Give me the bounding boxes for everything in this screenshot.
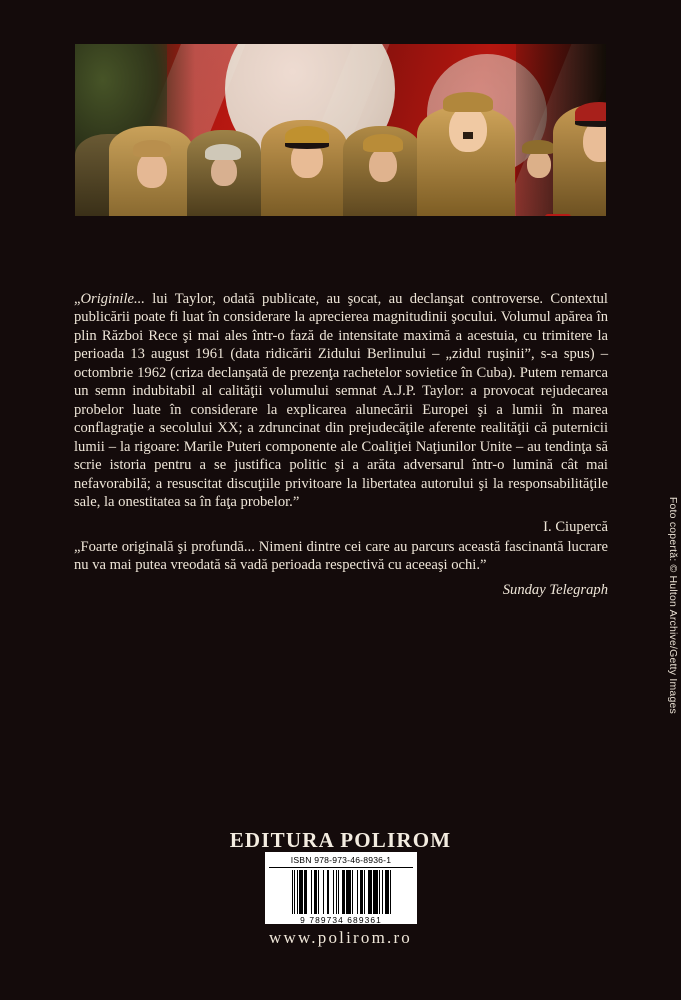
photo-credit: Foto copertă: © Hulton Archive/Getty Images — [667, 496, 679, 714]
review-quote-secondary-text: „Foarte originală şi profundă... Nimeni dintre cei care au parcurs această fascinantă lucrare nu va mai putea vreodată să vadă perioada respectivă cu aceeaşi ochi.” — [74, 539, 608, 574]
barcode-digits: 9 789734 689361 — [300, 915, 382, 925]
barcode-bars — [269, 870, 413, 914]
photo-crowd-figures — [75, 44, 606, 216]
review-quote-secondary — [74, 538, 608, 599]
isbn-barcode — [265, 852, 417, 924]
publisher-website: www.polirom.ro — [268, 928, 413, 947]
review-quote-primary-attribution: I. Ciupercă — [543, 519, 608, 536]
review-quote-primary-text: „Originile... lui Taylor, odată publicate, au şocat, au declanşat controverse. Contextul publicării poate fi luat în considerare la aprecierea magnitudinii şocului. Volumul apărea în plin Război Rece şi mai ales într-o fază de intensitate maximă a acestuia, cu trimitere la perioada 13 august 1961 (data ridicării Zidului Berlinului – „zidul ruşinii”, s-a spus) – octombrie 1962 (criza declanşată de prezenţa rachetelor sovietice în Cuba). Putem remarca un semn indubitabil al calităţii volumului semnat A.J.P. Taylor: a provocat rejudecarea probelor luate în considerare la explicarea alunecării Europei şi a lumii în marea conflagraţie a secolului XX; a zdruncinat din prejudecăţile aferente realităţii că puternicii lumii – la rigoare: Marile Puteri componente ale Coaliţiei Naţiunilor Unite – au tendinţa să scrie istoria pentru a se justifica politic şi a arăta adversarul într-o lumină cât mai nefavorabilă; a resuscitat discuţiile privitoare la libertatea autorului şi la responsabilităţile sale, la onestitatea sa în faţa probelor.” — [74, 291, 608, 510]
review-quote-secondary-attribution: Sunday Telegraph — [502, 581, 608, 598]
cover-photograph — [75, 44, 606, 216]
publisher-name: EDITURA POLIROM — [229, 828, 452, 852]
review-quote-primary — [74, 290, 608, 537]
isbn-number: ISBN 978-973-46-8936-1 — [269, 855, 413, 868]
